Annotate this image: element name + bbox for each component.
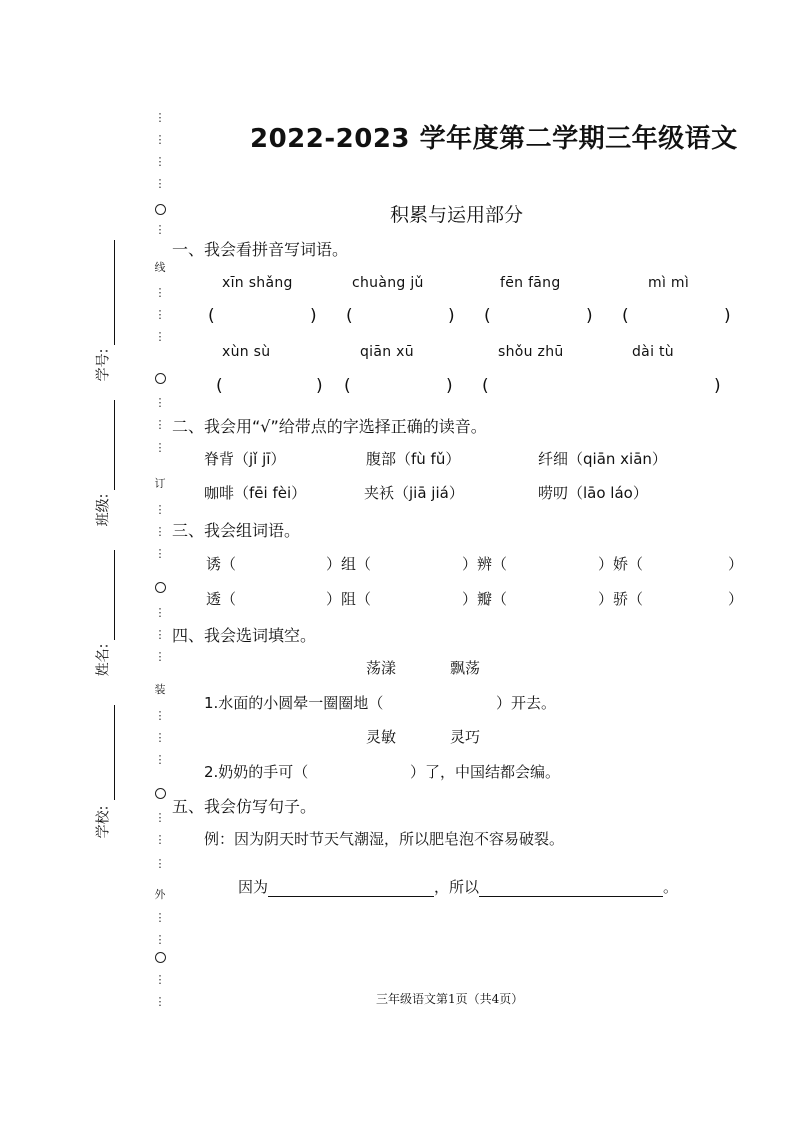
question-4-heading: 四、我会选词填空。 [172,626,317,645]
binding-hole-circle [155,952,166,963]
so-blank[interactable] [479,880,663,897]
name-label: 姓名: [95,643,112,677]
reading-choice-item[interactable]: 夹袄（jiā jiá） [364,484,464,502]
word-choice: 灵巧 [450,728,481,746]
pinyin-item: mì mì [648,275,690,291]
section-subtitle: 积累与运用部分 [390,204,524,226]
question-2-heading: 二、我会用“√”给带点的字选择正确的读音。 [172,417,487,436]
answer-box-open: ( [216,376,223,396]
answer-box-open: ( [622,306,629,326]
pinyin-item: qiān xū [360,344,414,360]
binding-marker-line: 线 [154,261,166,274]
answer-box-open: ( [344,376,351,396]
answer-box-close: ) [316,376,323,396]
name-field[interactable] [114,550,115,640]
binding-hole-circle [155,582,166,593]
pinyin-item: xùn sù [222,344,271,360]
answer-box-close: ) [448,306,455,326]
binding-hole-circle [155,204,166,215]
student-id-label: 学号: [95,348,112,382]
word-group-item: ）瓣（ [462,590,508,608]
reading-choice-item[interactable]: 脊背（jǐ jī） [204,450,286,468]
imitation-sentence [238,876,678,897]
fill-sentence-part: 2.奶奶的手可（ [204,763,309,781]
school-field[interactable] [114,705,115,800]
question-5-heading: 五、我会仿写句子。 [172,797,317,816]
binding-hole-circle [155,788,166,799]
school-label: 学校: [95,805,112,839]
page-title: 2022-2023 学年度第二学期三年级语文 [250,124,738,154]
answer-box-close: ) [586,306,593,326]
class-label: 班级: [95,493,112,527]
binding-marker-install: 装 [154,683,166,696]
fill-sentence-part: ）了，中国结都会编。 [410,763,561,781]
pinyin-item: fēn fāng [500,275,561,291]
word-group-item: ） [728,555,744,573]
word-group-item: ）骄（ [598,590,644,608]
answer-box-open: ( [208,306,215,326]
so-label: ，所以 [434,878,480,896]
question-1-heading: 一、我会看拼音写词语。 [172,240,349,259]
word-group-item: ）辨（ [462,555,508,573]
because-label: 因为 [238,878,269,896]
answer-box-close: ) [446,376,453,396]
answer-box-close: ) [724,306,731,326]
class-field[interactable] [114,400,115,490]
page-footer: 三年级语文第1页（共4页） [376,992,524,1006]
reading-choice-item[interactable]: 腹部（fù fǔ） [366,450,461,468]
pinyin-item: shǒu zhū [498,344,564,360]
example-sentence: 例：因为阴天时节天气潮湿，所以肥皂泡不容易破裂。 [204,830,565,848]
pinyin-item: chuàng jǔ [352,275,424,291]
student-id-field[interactable] [114,240,115,345]
word-group-item: 透（ [206,590,237,608]
reading-choice-item[interactable]: 咖啡（fēi fèi） [204,484,307,502]
word-group-item: 诱（ [206,555,237,573]
word-group-item: ）阻（ [326,590,372,608]
answer-box-close: ) [310,306,317,326]
answer-box-close: ) [714,376,721,396]
binding-marker-outer: 外 [154,888,166,901]
pinyin-item: dài tù [632,344,674,360]
reading-choice-item[interactable]: 唠叨（lāo láo） [538,484,648,502]
fill-sentence-part: ）开去。 [496,694,557,712]
binding-marker-bind: 订 [154,477,166,490]
because-blank[interactable] [268,880,434,897]
fill-sentence-part: 1.水面的小圆晕一圈圈地（ [204,694,384,712]
reading-choice-item[interactable]: 纤细（qiān xiān） [538,450,667,468]
binding-margin: ⋮ ⋮ ⋮ ⋮ ⋮ 线 ⋮ ⋮ ⋮ ⋮ ⋮ ⋮ 订 ⋮ ⋮ ⋮ ⋮ ⋮ ⋮ 装 ⋮ ⋮ ⋮ ⋮ ⋮ ⋮ 外 ⋮ ⋮ ⋮ ⋮ [152,112,168,1007]
word-choice: 灵敏 [366,728,397,746]
question-3-heading: 三、我会组词语。 [172,521,301,540]
answer-box-open: ( [346,306,353,326]
answer-box-open: ( [482,376,489,396]
end-period: 。 [663,878,679,896]
pinyin-item: xīn shǎng [222,275,293,291]
word-group-item: ） [728,590,744,608]
word-group-item: ）组（ [326,555,372,573]
word-group-item: ）娇（ [598,555,644,573]
word-choice: 荡漾 [366,659,397,677]
binding-hole-circle [155,373,166,384]
answer-box-open: ( [484,306,491,326]
word-choice: 飘荡 [450,659,481,677]
